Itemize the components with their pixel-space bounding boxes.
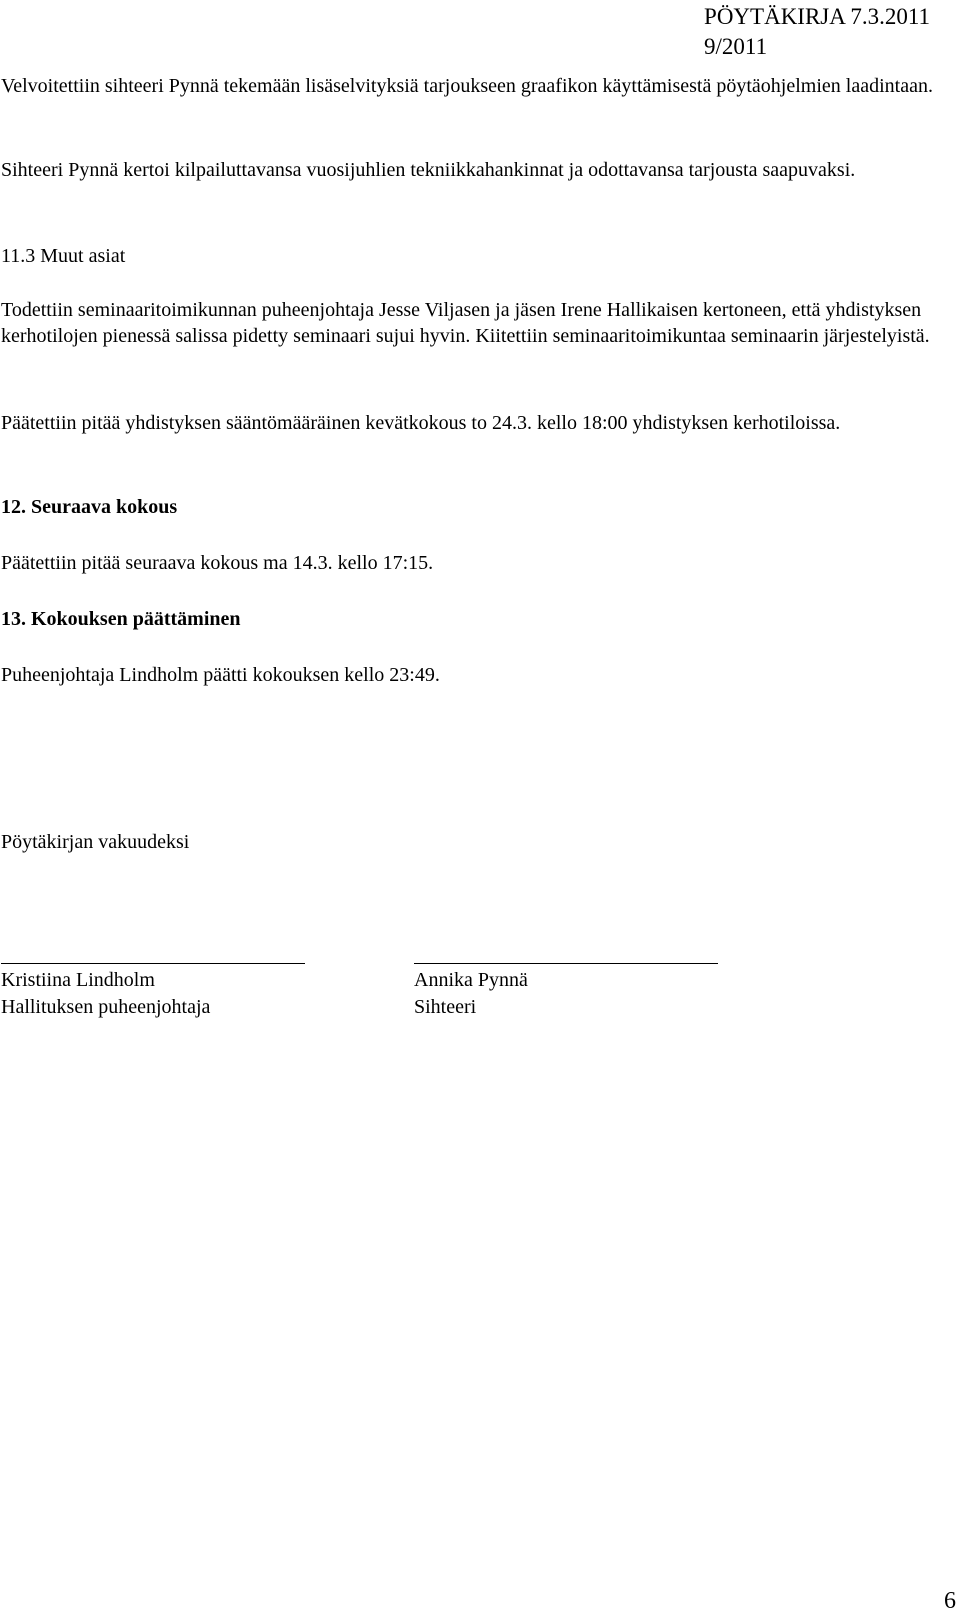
document-header <box>704 2 930 62</box>
signature-title-right: Sihteeri <box>414 996 477 1018</box>
paragraph-sihteeri: Sihteeri Pynnä kertoi kilpailuttavansa vuosijuhlien tekniikkahankinnat ja odottavansa tarjousta saapuvaksi. <box>1 159 856 181</box>
paragraph-paattaminen: Puheenjohtaja Lindholm päätti kokouksen kello 23:49. <box>1 664 440 686</box>
signature-name-right: Annika Pynnä <box>414 969 528 991</box>
header-title: PÖYTÄKIRJA 7.3.2011 <box>704 4 930 29</box>
section-heading-12: 12. Seuraava kokous <box>1 496 178 518</box>
signature-line-left <box>1 963 305 964</box>
signature-line-right <box>414 963 718 964</box>
signature-name-left: Kristiina Lindholm <box>1 969 155 991</box>
signature-block-left <box>1 967 210 1021</box>
paragraph-kevatkokous: Päätettiin pitää yhdistyksen sääntömääräinen kevätkokous to 24.3. kello 18:00 yhdistyksen kerhotiloissa. <box>1 412 841 434</box>
page-number: 6 <box>944 1588 956 1614</box>
signature-intro: Pöytäkirjan vakuudeksi <box>1 831 190 853</box>
paragraph-seuraava-kokous: Päätettiin pitää seuraava kokous ma 14.3. kello 17:15. <box>1 552 434 574</box>
signature-block-right <box>414 967 528 1021</box>
paragraph-velvoitettiin: Velvoitettiin sihteeri Pynnä tekemään lisäselvityksiä tarjoukseen graafikon käyttämisestä pöytäohjelmien laadintaan. <box>1 75 933 97</box>
section-heading-13: 13. Kokouksen päättäminen <box>1 608 241 630</box>
section-heading-11-3: 11.3 Muut asiat <box>1 245 126 267</box>
paragraph-todettiin: Todettiin seminaaritoimikunnan puheenjohtaja Jesse Viljasen ja jäsen Irene Hallikaisen kertoneen, että yhdistyksen kerhotilojen pienessä salissa pidetty seminaari sujui hyvin. Kiitettiin seminaaritoimikuntaa seminaarin järjestelyistä. <box>1 299 930 347</box>
header-document-number: 9/2011 <box>704 34 768 59</box>
signature-title-left: Hallituksen puheenjohtaja <box>1 996 211 1018</box>
